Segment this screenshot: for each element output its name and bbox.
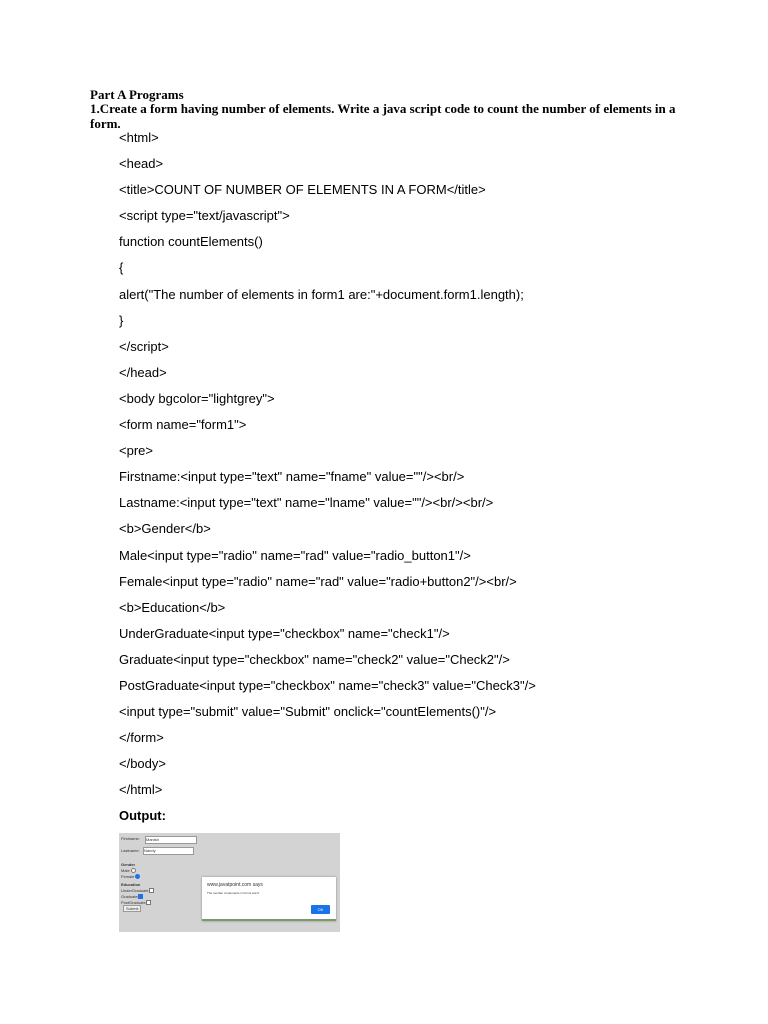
code-line: {: [119, 260, 124, 276]
submit-button: Submit: [123, 905, 141, 912]
female-label: Female: [121, 874, 135, 879]
section-heading: Part A Programs: [90, 87, 184, 102]
code-line: </html>: [119, 782, 163, 798]
postgraduate-label: PostGraduate: [121, 900, 146, 905]
code-line: Lastname:<input type="text" name="lname" value=""/><br/><br/>: [119, 495, 494, 511]
dialog-title: www.javatpoint.com says: [207, 882, 263, 888]
code-line: PostGraduate<input type="checkbox" name="check3" value="Check3"/>: [119, 677, 536, 693]
code-line: <script type="text/javascript">: [119, 208, 290, 224]
firstname-input: [145, 836, 197, 844]
code-line: <body bgcolor="lightgrey">: [119, 390, 275, 406]
lastname-label: Lastname:: [121, 848, 140, 853]
code-line: </form>: [119, 730, 164, 746]
output-label: Output:: [119, 808, 166, 824]
code-line: }: [119, 312, 124, 328]
firstname-label: Firstname:: [121, 836, 140, 841]
undergraduate-option: [121, 888, 154, 893]
undergraduate-label: UnderGraduate: [121, 888, 149, 893]
code-listing: [119, 130, 536, 835]
code-line: <b>Education</b>: [119, 599, 226, 615]
code-line: <b>Gender</b>: [119, 521, 211, 537]
code-line: Graduate<input type="checkbox" name="check2" value="Check2"/>: [119, 651, 510, 667]
code-line: <pre>: [119, 443, 153, 459]
lastname-input: [143, 847, 194, 855]
male-radio: [131, 868, 136, 873]
education-label: Education: [121, 882, 141, 887]
code-line: Firstname:<input type="text" name="fname" value=""/><br/>: [119, 469, 465, 485]
firstname-value: Manish: [146, 837, 159, 842]
male-option: [121, 868, 136, 873]
code-line: </script>: [119, 338, 169, 354]
code-line: <input type="submit" value="Submit" onclick="countElements()"/>: [119, 704, 497, 720]
code-line: Male<input type="radio" name="rad" value="radio_button1"/>: [119, 547, 471, 563]
lastname-value: Nandy: [144, 848, 156, 853]
undergraduate-checkbox: [149, 888, 154, 893]
postgraduate-checkbox: [146, 900, 151, 905]
male-label: Male: [121, 868, 130, 873]
gender-label: Gender: [121, 862, 136, 867]
graduate-option: [121, 894, 143, 899]
code-line: <form name="form1">: [119, 417, 247, 433]
code-line: UnderGraduate<input type="checkbox" name="check1"/>: [119, 625, 450, 641]
question-text: 1.Create a form having number of elements. Write a java script code to count the number of elements in a form.: [90, 101, 676, 131]
output-screenshot: [119, 833, 340, 932]
code-line: <head>: [119, 156, 164, 172]
female-radio: [135, 874, 140, 879]
graduate-checkbox: [138, 894, 143, 899]
dialog-message: The number of elements in form1 are:9: [207, 891, 259, 895]
alert-dialog: [202, 877, 336, 921]
code-line: <html>: [119, 130, 159, 145]
female-option: [121, 874, 140, 879]
dialog-ok-button: OK: [311, 905, 330, 914]
code-line: </head>: [119, 364, 167, 380]
code-line: function countElements(): [119, 234, 263, 250]
code-line: <title>COUNT OF NUMBER OF ELEMENTS IN A FORM</title>: [119, 182, 486, 198]
graduate-label: Graduate: [121, 894, 138, 899]
code-line: Female<input type="radio" name="rad" value="radio+button2"/><br/>: [119, 573, 517, 589]
code-line: alert("The number of elements in form1 are:"+document.form1.length);: [119, 286, 524, 302]
code-line: </body>: [119, 756, 166, 772]
